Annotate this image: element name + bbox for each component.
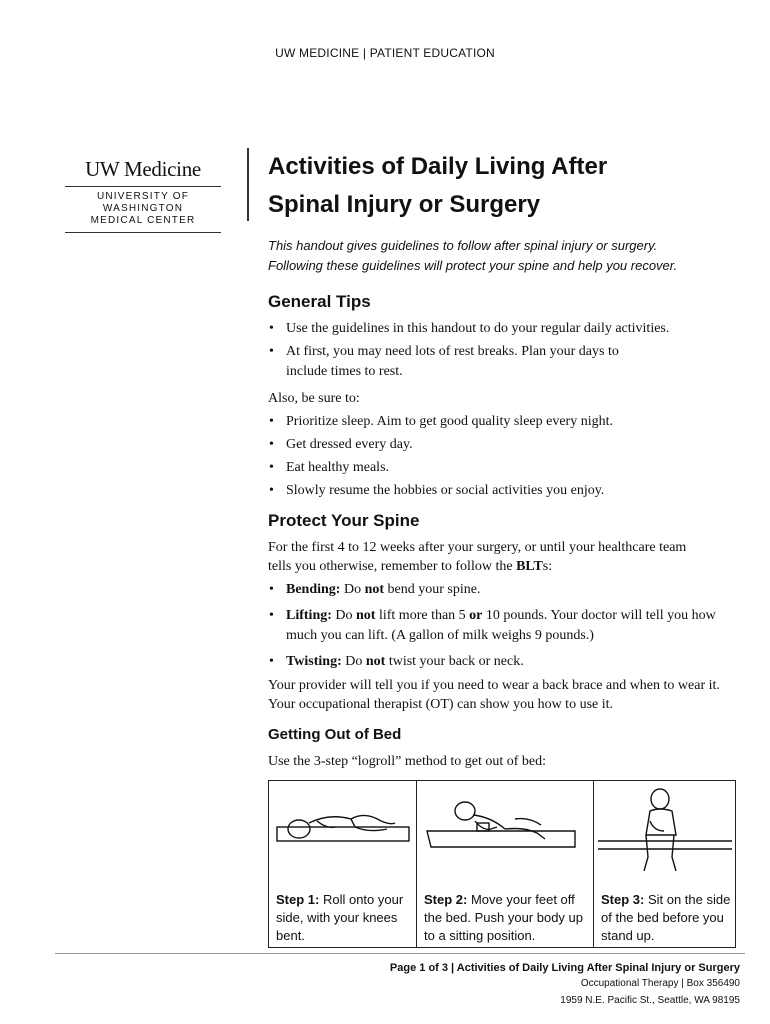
general-tips-heading: General Tips	[268, 292, 371, 311]
step-1-cell	[269, 781, 417, 947]
bending-item	[268, 580, 718, 600]
text: 10 pounds. Your doctor will tell you how much you can lift. (A gallon of milk weighs 9 pounds.)	[286, 608, 716, 643]
step-2-illustration	[417, 781, 593, 881]
text: lift more than 5	[375, 608, 470, 623]
protect-intro-end: s:	[542, 559, 553, 574]
list-item: • Prioritize sleep. Aim to get good quality sleep every night.	[268, 412, 708, 432]
also-list	[268, 412, 708, 501]
step-2-cell	[417, 781, 594, 947]
lifting-label: Lifting:	[286, 608, 332, 623]
uw-medicine-logo	[60, 157, 226, 233]
blt-list	[268, 580, 718, 672]
also-text: Also, be sure to:	[268, 391, 360, 406]
page-title	[268, 148, 607, 224]
list-item: • Get dressed every day.	[268, 435, 708, 455]
bending-label: Bending:	[286, 582, 341, 597]
step-3-illustration	[594, 781, 736, 881]
protect-spine-heading: Protect Your Spine	[268, 511, 420, 530]
list-item: • Use the guidelines in this handout to do your regular daily activities.	[268, 319, 708, 339]
logo-rule	[65, 186, 221, 187]
emphasis: not	[356, 608, 376, 623]
footer-address: 1959 N.E. Pacific St., Seattle, WA 98195	[560, 995, 740, 1006]
step-2-text: Move your feet off the bed. Push your body up to a sitting position.	[424, 892, 584, 943]
list-item: • Eat healthy meals.	[268, 458, 708, 478]
footer-department: Occupational Therapy | Box 356490	[580, 978, 740, 989]
twisting-label: Twisting:	[286, 654, 342, 669]
step-3-text: Sit on the side of the bed before you stand up.	[601, 892, 731, 943]
emphasis: not	[365, 654, 386, 669]
blt-term: BLT	[516, 559, 543, 574]
text: Do	[340, 582, 365, 597]
logo-brand: UW Medicine	[85, 157, 201, 181]
step-3-cell	[594, 781, 735, 947]
list-item: • Slowly resume the hobbies or social activities you enjoy.	[268, 481, 708, 501]
intro-text	[268, 236, 738, 276]
text: Do	[331, 608, 357, 623]
lifting-item	[268, 606, 718, 646]
text: Do	[341, 654, 366, 669]
emphasis: or	[469, 608, 483, 623]
step-1-illustration	[269, 781, 416, 881]
logo-org-line2: MEDICAL CENTER	[90, 215, 196, 226]
twisting-item	[268, 652, 718, 672]
title-line2: Spinal Injury or Surgery	[268, 191, 541, 218]
step-2-label: Step 2:	[424, 892, 468, 907]
step-1-label: Step 1:	[276, 892, 320, 907]
title-divider	[247, 148, 249, 221]
footer-page-info: Page 1 of 3 | Activities of Daily Living After Spinal Injury or Surgery	[389, 962, 740, 974]
logo-rule-bottom	[65, 232, 221, 233]
emphasis: not	[364, 582, 385, 597]
step-3-label: Step 3:	[601, 892, 645, 907]
logroll-steps-table	[268, 780, 736, 948]
getting-out-of-bed-heading: Getting Out of Bed	[268, 726, 402, 743]
footer-divider	[55, 953, 745, 954]
page-header: UW MEDICINE | PATIENT EDUCATION	[275, 46, 495, 60]
step-3-caption	[601, 891, 731, 945]
text: twist your back or neck.	[385, 654, 524, 669]
intro-line1: This handout gives guidelines to follow after spinal injury or surgery.	[268, 238, 658, 253]
protect-intro-text: For the first 4 to 12 weeks after your surgery, or until your healthcare team tells you otherwise, remember to follow the	[268, 540, 687, 574]
protect-intro	[268, 538, 708, 576]
logo-org-line1: UNIVERSITY OF WASHINGTON	[96, 191, 190, 214]
text: bend your spine.	[384, 582, 481, 597]
step-2-caption	[424, 891, 589, 945]
step-1-caption	[276, 891, 412, 945]
bed-intro: Use the 3-step “logroll” method to get out of bed:	[268, 754, 546, 769]
brace-text: Your provider will tell you if you need to wear a back brace and when to wear it. Your occupational therapist (OT) can show you how to use it.	[268, 678, 720, 712]
step-1-text: Roll onto your side, with your knees bent.	[276, 892, 404, 943]
intro-line2: Following these guidelines will protect your spine and help you recover.	[268, 258, 678, 273]
list-item: • At first, you may need lots of rest breaks. Plan your days to include times to rest.	[268, 342, 656, 382]
general-tips-list	[268, 319, 708, 382]
title-line1: Activities of Daily Living After	[268, 153, 608, 180]
